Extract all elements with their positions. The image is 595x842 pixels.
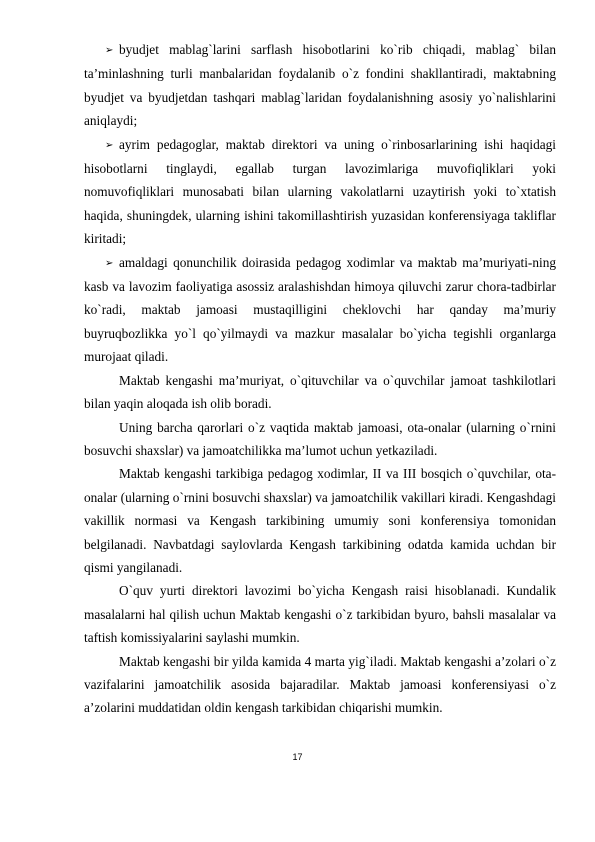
paragraph-text: byudjet mablag`larini sarflash hisobotlarini ko`rib chiqadi, mablag` bilan ta’minlashning turli manbalaridan foydalanib o`z fondini shakllantiradi, maktabning byudjet va byudjetdan tashqari mablag`laridan foydalanishning asosiy yo`nalishlarini aniqlaydi;	[84, 42, 556, 129]
body-paragraph: O`quv yurti direktori lavozimi bo`yicha Kengash raisi hisoblanadi. Kundalik masalalarni hal qilish uchun Maktab kengashi o`z tarkibidan byuro, bahsli masalalar va taftish komissiyalarini saylashi mumkin.	[84, 583, 556, 646]
arrow-bullet-icon: ➢	[105, 45, 114, 56]
arrow-bullet-icon: ➢	[105, 139, 114, 151]
document-page	[84, 38, 556, 720]
paragraph-text: amaldagi qonunchilik doirasida pedagog xodimlar va maktab ma’muriyati-ning kasb va lavozim faoliyatiga asossiz aralashishdan himoya qiluvchi zarur chora-tadbirlar ko`radi, maktab jamoasi mustaqilligini cheklovchi har qanday ma’muriy buyruqbozlikka yo`l qo`yilmaydi va mazkur masalalar bo`yicha tegishli organlarga murojaat qiladi.	[84, 254, 556, 365]
bullet-paragraph	[84, 251, 556, 369]
paragraph-text: ayrim pedagoglar, maktab direktori va uning o`rinbosarlarining ishi haqidagi hisobotlarni tinglaydi, egallab turgan lavozimlariga muvofiqliklari yoki nomuvofiqliklari munosabati bilan ularning vakolatlarni uzaytirish yoki to`xtatish haqida, shuningdek, ularning ishini takomillashtirish yuzasidan konferensiyaga takliflar kiritadi;	[84, 136, 556, 247]
bullet-paragraph	[84, 133, 556, 251]
body-paragraph: Uning barcha qarorlari o`z vaqtida maktab jamoasi, ota-onalar (ularning o`rnini bosuvchi shaxslar) va jamoatchilikka ma’lumot uchun yetkaziladi.	[84, 419, 556, 458]
page-number: 17	[292, 752, 303, 762]
body-paragraph: Maktab kengashi ma’muriyat, o`qituvchilar va o`quvchilar jamoat tashkilotlari bilan yaqin aloqada ish olib boradi.	[84, 372, 556, 412]
body-paragraph: Maktab kengashi tarkibiga pedagog xodimlar, II va III bosqich o`quvchilar, ota-onalar (ularning o`rnini bosuvchi shaxslar) va jamoatchilik vakillari kiradi. Kengashdagi vakillik normasi va Kengash tarkibining umumiy soni konferensiya tomonidan belgilanadi. Navbatdagi saylovlarda Kengash tarkibining odatda kamida uchdan bir qismi yangilanadi.	[84, 466, 556, 575]
body-paragraph: Maktab kengashi bir yilda kamida 4 marta yig`iladi. Maktab kengashi a’zolari o`z vazifalarini jamoatchilik asosida bajaradilar. Maktab jamoasi konferensiyasi o`z a’zolarini muddatidan oldin kengash tarkibidan chiqarishi mumkin.	[84, 653, 556, 716]
bullet-paragraph	[84, 38, 556, 133]
arrow-bullet-icon: ➢	[105, 257, 114, 269]
